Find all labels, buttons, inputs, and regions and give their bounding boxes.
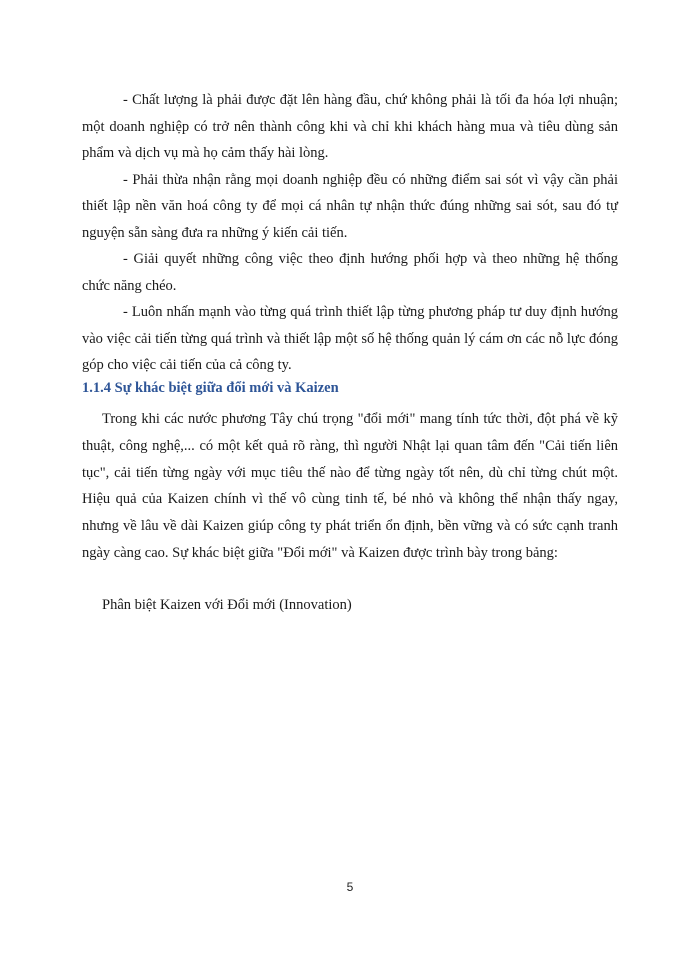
page-number: 5	[346, 880, 354, 894]
bullet-item: - Chất lượng là phải được đặt lên hàng đầu, chứ không phải là tối đa hóa lợi nhuận; một doanh nghiệp có trở nên thành công khi và chỉ khi khách hàng mua và tiêu dùng sản phẩm và dịch vụ mà họ cảm thấy hài lòng.	[82, 92, 618, 161]
body-paragraph: Trong khi các nước phương Tây chú trọng "đổi mới" mang tính tức thời, đột phá về kỹ thuật, công nghệ,... có một kết quả rõ ràng, thì người Nhật lại quan tâm đến "Cải tiến liên tục", cải tiến từng ngày với mục tiêu thế nào để từng ngày tốt nên, dù chỉ từng chút một. Hiệu quả của Kaizen chính vì thế vô cùng tinh tế, bé nhỏ và không thể nhận thấy ngay, nhưng về lâu về dài Kaizen giúp công ty phát triển ổn định, bền vững và có sức cạnh tranh ngày càng cao. Sự khác biệt giữa "Đổi mới" và Kaizen được trình bày trong bảng:	[82, 411, 618, 561]
bullet-list	[0, 87, 700, 379]
bullet-item: - Luôn nhấn mạnh vào từng quá trình thiết lập từng phương pháp tư duy định hướng vào việc cải tiến từng quá trình và thiết lập một số hệ thống quản lý cám ơn các nỗ lực đóng góp cho việc cải tiến của cả công ty.	[82, 304, 618, 373]
bullet-item: - Giải quyết những công việc theo định hướng phối hợp và theo những hệ thống chức năng chéo.	[82, 251, 618, 294]
bullet-item: - Phải thừa nhận rằng mọi doanh nghiệp đều có những điểm sai sót vì vậy cần phải thiết lập nền văn hoá công ty để mọi cá nhân tự nhận thức đúng những sai sót, sau đó tự nguyện sẵn sàng đưa ra những ý kiến cải tiến.	[82, 171, 618, 241]
table-caption: Phân biệt Kaizen với Đổi mới (Innovation)	[102, 597, 352, 613]
section-heading: 1.1.4 Sự khác biệt giữa đổi mới và Kaizen	[82, 380, 339, 396]
